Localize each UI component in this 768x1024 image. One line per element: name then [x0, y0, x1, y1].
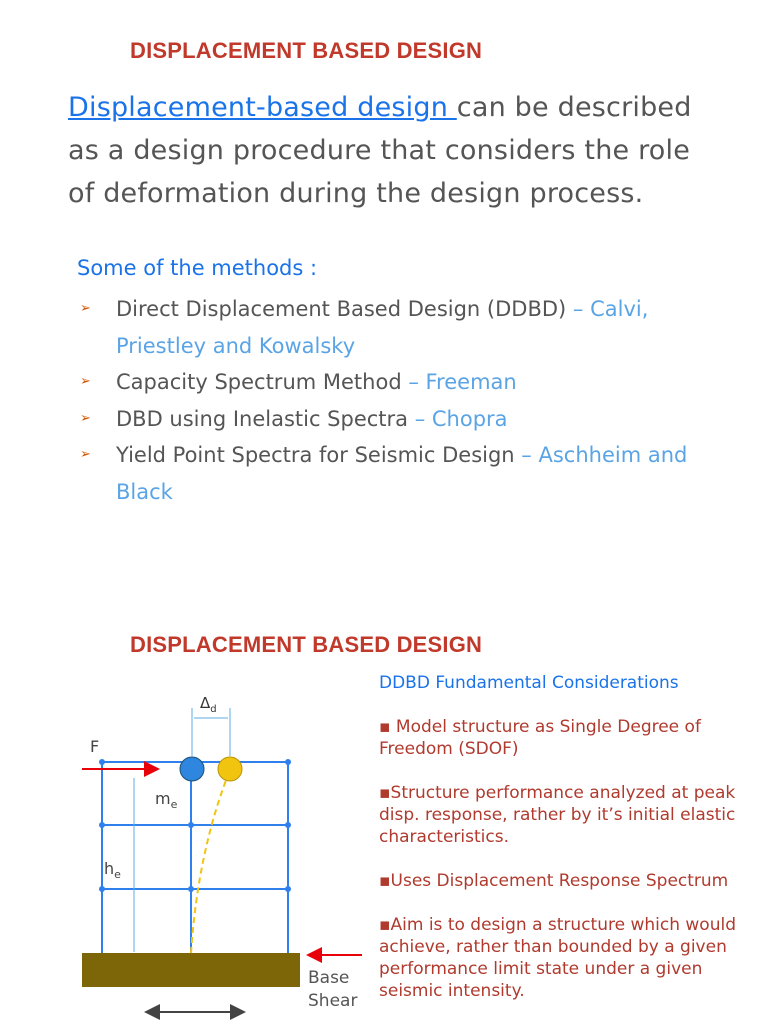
intro-text: can be described as a design procedure that considers the role of deformation during the design process.: [68, 92, 692, 209]
base-shear-label-2: Shear: [308, 991, 358, 1011]
method-author: – Aschheim and Black: [116, 443, 688, 504]
consideration-point: ▪Aim is to design a structure which would achieve, rather than bounded by a given performance limit state under a given seismic intensity.: [379, 915, 736, 1001]
base-shear-label-1: Base: [308, 968, 350, 988]
frame: [102, 762, 288, 953]
method-author: – Calvi, Priestley and Kowalsky: [116, 297, 649, 358]
deflected-shape: [191, 770, 230, 953]
method-item: [80, 364, 700, 401]
method-name: Direct Displacement Based Design (DDBD): [116, 297, 573, 321]
method-item: [80, 291, 700, 364]
bullet-arrow-icon: ➢: [80, 301, 91, 316]
sdof-frame-diagram: [76, 690, 376, 1024]
mass-label: $m_e$: [155, 789, 178, 811]
method-name: DBD using Inelastic Spectra: [116, 406, 415, 431]
methods-list: [80, 291, 700, 510]
ground-base: [82, 953, 300, 987]
definition-link[interactable]: Displacement-based design: [68, 92, 457, 123]
method-name: Yield Point Spectra for Seismic Design: [116, 443, 522, 467]
considerations-heading: DDBD Fundamental Considerations: [379, 673, 679, 693]
method-item: [80, 401, 700, 438]
mass-original: [180, 757, 204, 781]
force-label: F: [90, 737, 100, 756]
consideration-point: ▪ Model structure as Single Degree of Freedom (SDOF): [379, 717, 701, 759]
consideration-point: ▪Structure performance analyzed at peak disp. response, rather by it’s initial elastic characteristics.: [379, 783, 736, 847]
bullet-arrow-icon: ➢: [80, 374, 91, 389]
method-author: – Chopra: [414, 406, 508, 431]
intro-paragraph: [68, 86, 708, 215]
methods-heading: Some of the methods :: [77, 256, 318, 280]
slide-title: DISPLACEMENT BASED DESIGN: [130, 38, 483, 63]
consideration-point: ▪Uses Displacement Response Spectrum: [379, 871, 729, 891]
method-author: – Freeman: [408, 370, 517, 394]
method-name: Capacity Spectrum Method: [116, 370, 409, 394]
method-item: [80, 437, 700, 510]
slide-title: DISPLACEMENT BASED DESIGN: [130, 632, 483, 657]
mass-displaced: [218, 757, 242, 781]
delta-label: $\Delta_d$: [200, 694, 217, 715]
bullet-arrow-icon: ➢: [80, 410, 91, 426]
height-label: $h_e$: [104, 859, 121, 881]
considerations-panel: [379, 672, 759, 1024]
bullet-arrow-icon: ➢: [80, 447, 91, 462]
